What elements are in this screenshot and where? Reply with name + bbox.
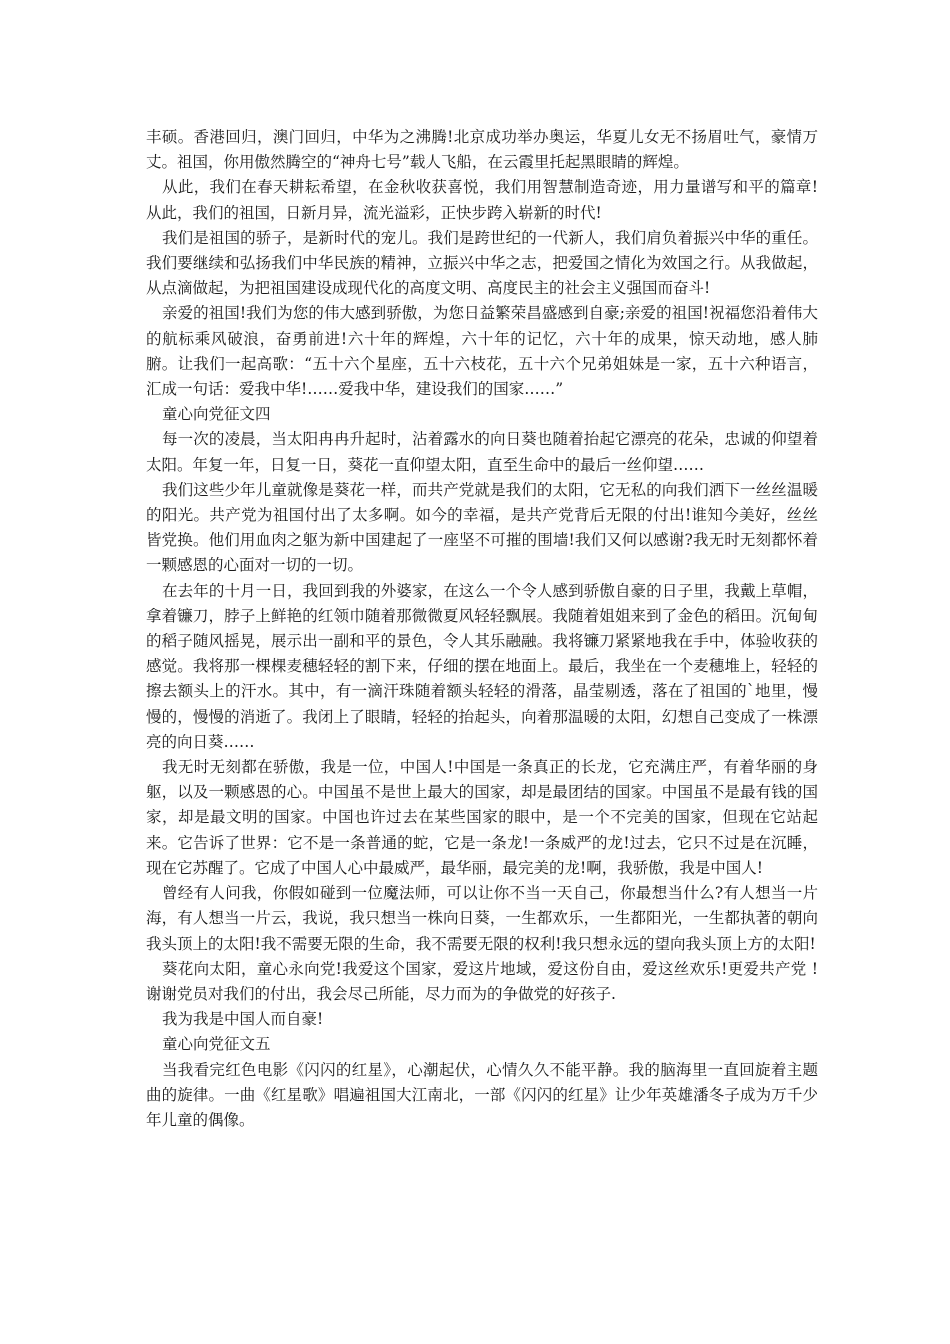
paragraph: 我无时无刻都在骄傲，我是一位，中国人!中国是一条真正的长龙，它充满庄严，有着华丽的身躯，以及一颗感恩的心。中国虽不是世上最大的国家，却是最团结的国家。中国虽不是最有钱的国家，却是最文明的国家。中国也许过去在某些国家的眼中，是一个不完美的国家，但现在它站起来。它告诉了世界：它不是一条普通的蛇，它是一条龙!一条威严的龙!过去，它只不过是在沉睡，现在它苏醒了。它成了中国人心中最威严，最华丽，最完美的龙!啊，我骄傲，我是中国人! bbox=[146, 758, 818, 877]
section-heading: 童心向党征文四 bbox=[162, 405, 271, 424]
paragraph: 亲爱的祖国!我们为您的伟大感到骄傲，为您日益繁荣昌盛感到自豪;亲爱的祖国!祝福您沿着伟大的航标乘风破浪，奋勇前进!六十年的辉煌，六十年的记忆，六十年的成果，惊天动地，感人肺腑。让我们一起高歌：“五十六个星座，五十六枝花，五十六个兄弟姐妹是一家，五十六种语言，汇成一句话：爱我中华!……爱我中华，建设我们的国家……” bbox=[146, 304, 818, 399]
paragraph: 从此，我们在春天耕耘希望，在金秋收获喜悦，我们用智慧制造奇迹，用力量谱写和平的篇章!从此，我们的祖国，日新月异，流光溢彩，正快步跨入崭新的时代! bbox=[146, 178, 818, 222]
paragraph: 每一次的凌晨，当太阳冉冉升起时，沾着露水的向日葵也随着抬起它漂亮的花朵，忠诚的仰望着太阳。年复一年，日复一日，葵花一直仰望太阳，直至生命中的最后一丝仰望…… bbox=[146, 430, 818, 474]
section-heading: 童心向党征文五 bbox=[162, 1035, 271, 1054]
document-page bbox=[146, 125, 818, 1133]
paragraph: 在去年的十月一日，我回到我的外婆家，在这么一个令人感到骄傲自豪的日子里，我戴上草帽，拿着镰刀，脖子上鲜艳的红领巾随着那微微夏风轻轻飘展。我随着姐姐来到了金色的稻田。沉甸甸的稻子随风摇晃，展示出一副和平的景色，令人其乐融融。我将镰刀紧紧地我在手中，体验收获的感觉。我将那一棵棵麦穗轻轻的割下来，仔细的摆在地面上。最后，我坐在一个麦穗堆上，轻轻的擦去额头上的汗水。其中，有一滴汗珠随着额头轻轻的滑落，晶莹剔透，落在了祖国的`地里，慢慢的，慢慢的消逝了。我闭上了眼睛，轻轻的抬起头，向着那温暖的太阳，幻想自己变成了一株漂亮的向日葵…… bbox=[146, 581, 818, 751]
paragraph: 葵花向太阳，童心永向党!我爱这个国家，爱这片地域，爱这份自由，爱这丝欢乐!更爱共产党 !谢谢党员对我们的付出，我会尽己所能，尽力而为的争做党的好孩子. bbox=[146, 959, 818, 1003]
paragraph: 我们这些少年儿童就像是葵花一样，而共产党就是我们的太阳，它无私的向我们洒下一丝丝温暖的阳光。共产党为祖国付出了太多啊。如今的幸福，是共产党背后无限的付出!谁知今美好，丝丝皆党换。他们用血肉之躯为新中国建起了一座坚不可摧的围墙!我们又何以感谢?我无时无刻都怀着一颗感恩的心面对一切的一切。 bbox=[146, 480, 818, 575]
paragraph: 我为我是中国人而自豪! bbox=[162, 1010, 324, 1029]
paragraph: 当我看完红色电影《闪闪的红星》，心潮起伏，心情久久不能平静。我的脑海里一直回旋着主题曲的旋律。一曲《红星歌》唱遍祖国大江南北，一部《闪闪的红星》让少年英雄潘冬子成为万千少年儿童的偶像。 bbox=[146, 1060, 818, 1129]
paragraph: 丰硕。香港回归，澳门回归，中华为之沸腾!北京成功举办奥运，华夏儿女无不扬眉吐气，豪情万丈。祖国，你用傲然腾空的“神舟七号”载人飞船，在云霞里托起黑眼睛的辉煌。 bbox=[146, 128, 818, 172]
paragraph: 曾经有人问我，你假如碰到一位魔法师，可以让你不当一天自己，你最想当什么?有人想当一片海，有人想当一片云，我说，我只想当一株向日葵，一生都欢乐，一生都阳光，一生都执著的朝向我头顶上的太阳!我不需要无限的生命，我不需要无限的权利!我只想永远的望向我头顶上方的太阳! bbox=[146, 884, 818, 953]
paragraph: 我们是祖国的骄子，是新时代的宠儿。我们是跨世纪的一代新人，我们肩负着振兴中华的重任。我们要继续和弘扬我们中华民族的精神，立振兴中华之志，把爱国之情化为效国之行。从我做起，从点滴做起，为把祖国建设成现代化的高度文明、高度民主的社会主义强国而奋斗! bbox=[146, 228, 818, 298]
